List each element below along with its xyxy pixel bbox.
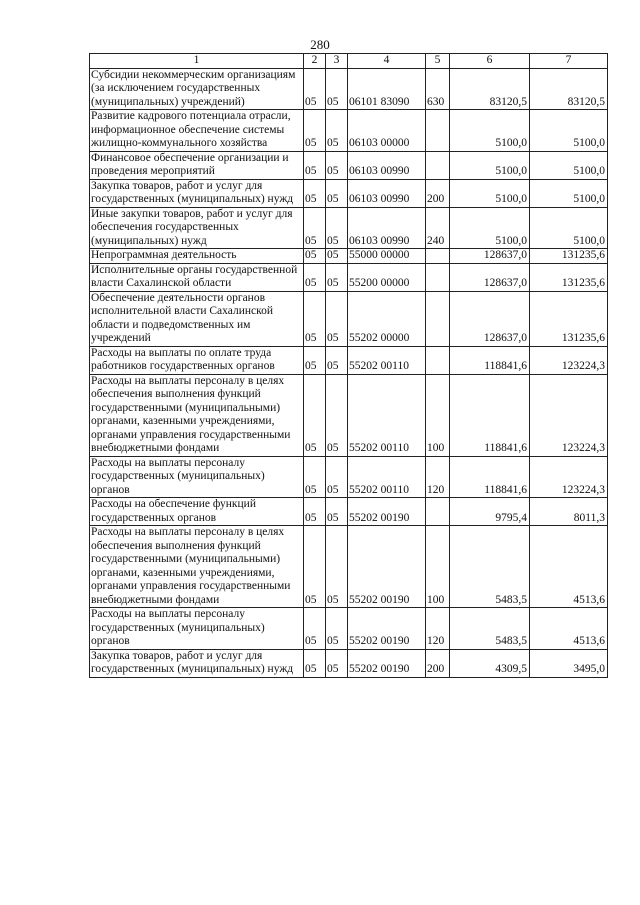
budget-table-body — [90, 54, 608, 678]
section-code-cell: 05 — [304, 291, 326, 346]
table-row — [90, 374, 608, 456]
amount-year1-cell: 5100,0 — [450, 110, 530, 152]
expense-type-cell: 200 — [426, 649, 450, 677]
item-name-cell: Развитие кадрового потенциала отрасли, информационное обеспечение системы жилищно-коммунального хозяйства — [90, 110, 304, 152]
column-header-7: 7 — [530, 54, 608, 69]
item-name-cell: Финансовое обеспечение организации и проведения мероприятий — [90, 151, 304, 179]
table-row — [90, 346, 608, 374]
target-article-cell: 06103 00990 — [348, 207, 426, 249]
table-row — [90, 456, 608, 498]
section-code-cell: 05 — [304, 179, 326, 207]
amount-year2-cell: 123224,3 — [530, 346, 608, 374]
target-article-cell: 06103 00990 — [348, 151, 426, 179]
subsection-code-cell: 05 — [326, 207, 348, 249]
table-row — [90, 179, 608, 207]
target-article-cell: 55200 00000 — [348, 263, 426, 291]
table-row — [90, 68, 608, 110]
section-code-cell: 05 — [304, 374, 326, 456]
subsection-code-cell: 05 — [326, 608, 348, 650]
section-code-cell: 05 — [304, 649, 326, 677]
target-article-cell: 55202 00110 — [348, 456, 426, 498]
amount-year2-cell: 5100,0 — [530, 207, 608, 249]
expense-type-cell: 120 — [426, 456, 450, 498]
amount-year2-cell: 4513,6 — [530, 526, 608, 608]
subsection-code-cell: 05 — [326, 263, 348, 291]
target-article-cell: 55000 00000 — [348, 249, 426, 264]
subsection-code-cell: 05 — [326, 456, 348, 498]
amount-year2-cell: 5100,0 — [530, 151, 608, 179]
subsection-code-cell: 05 — [326, 291, 348, 346]
subsection-code-cell: 05 — [326, 110, 348, 152]
column-number-header — [90, 54, 608, 69]
column-header-5: 5 — [426, 54, 450, 69]
target-article-cell: 55202 00190 — [348, 526, 426, 608]
amount-year1-cell: 5483,5 — [450, 608, 530, 650]
amount-year2-cell: 131235,6 — [530, 263, 608, 291]
item-name-cell: Непрограммная деятельность — [90, 249, 304, 264]
table-row — [90, 608, 608, 650]
subsection-code-cell: 05 — [326, 526, 348, 608]
subsection-code-cell: 05 — [326, 649, 348, 677]
item-name-cell: Расходы на обеспечение функций государственных органов — [90, 498, 304, 526]
table-row — [90, 151, 608, 179]
table-row — [90, 526, 608, 608]
section-code-cell: 05 — [304, 151, 326, 179]
target-article-cell: 06103 00000 — [348, 110, 426, 152]
table-row — [90, 249, 608, 264]
amount-year1-cell: 9795,4 — [450, 498, 530, 526]
expense-type-cell — [426, 346, 450, 374]
table-row — [90, 498, 608, 526]
amount-year1-cell: 5100,0 — [450, 207, 530, 249]
expense-type-cell — [426, 291, 450, 346]
section-code-cell: 05 — [304, 456, 326, 498]
section-code-cell: 05 — [304, 346, 326, 374]
amount-year2-cell: 123224,3 — [530, 456, 608, 498]
amount-year2-cell: 131235,6 — [530, 249, 608, 264]
target-article-cell: 55202 00190 — [348, 649, 426, 677]
column-header-2: 2 — [304, 54, 326, 69]
page-number: 280 — [310, 37, 330, 52]
item-name-cell: Расходы на выплаты персоналу в целях обеспечения выполнения функций государственными (муниципальными) органами, казенными учреждениями, органами управления государственными внебюджетными фондами — [90, 374, 304, 456]
expense-type-cell — [426, 249, 450, 264]
expense-type-cell: 100 — [426, 374, 450, 456]
amount-year1-cell: 83120,5 — [450, 68, 530, 110]
expense-type-cell: 630 — [426, 68, 450, 110]
subsection-code-cell: 05 — [326, 179, 348, 207]
column-header-4: 4 — [348, 54, 426, 69]
amount-year2-cell: 3495,0 — [530, 649, 608, 677]
subsection-code-cell: 05 — [326, 68, 348, 110]
amount-year2-cell: 123224,3 — [530, 374, 608, 456]
item-name-cell: Закупка товаров, работ и услуг для государственных (муниципальных) нужд — [90, 179, 304, 207]
expense-type-cell: 100 — [426, 526, 450, 608]
subsection-code-cell: 05 — [326, 346, 348, 374]
amount-year2-cell: 5100,0 — [530, 110, 608, 152]
target-article-cell: 06101 83090 — [348, 68, 426, 110]
target-article-cell: 55202 00110 — [348, 346, 426, 374]
amount-year1-cell: 118841,6 — [450, 374, 530, 456]
section-code-cell: 05 — [304, 68, 326, 110]
table-row — [90, 263, 608, 291]
amount-year1-cell: 128637,0 — [450, 249, 530, 264]
item-name-cell: Расходы на выплаты персоналу государственных (муниципальных) органов — [90, 608, 304, 650]
target-article-cell: 55202 00190 — [348, 498, 426, 526]
target-article-cell: 55202 00110 — [348, 374, 426, 456]
amount-year2-cell: 5100,0 — [530, 179, 608, 207]
target-article-cell: 55202 00190 — [348, 608, 426, 650]
amount-year2-cell: 83120,5 — [530, 68, 608, 110]
column-header-1: 1 — [90, 54, 304, 69]
amount-year1-cell: 128637,0 — [450, 291, 530, 346]
expense-type-cell: 120 — [426, 608, 450, 650]
item-name-cell: Иные закупки товаров, работ и услуг для обеспечения государственных (муниципальных) нужд — [90, 207, 304, 249]
item-name-cell: Субсидии некоммерческим организациям (за исключением государственных (муниципальных) учреждений) — [90, 68, 304, 110]
amount-year2-cell: 4513,6 — [530, 608, 608, 650]
expense-type-cell — [426, 498, 450, 526]
amount-year2-cell: 8011,3 — [530, 498, 608, 526]
subsection-code-cell: 05 — [326, 498, 348, 526]
subsection-code-cell: 05 — [326, 249, 348, 264]
target-article-cell: 06103 00990 — [348, 179, 426, 207]
expense-type-cell: 200 — [426, 179, 450, 207]
amount-year1-cell: 5483,5 — [450, 526, 530, 608]
section-code-cell: 05 — [304, 263, 326, 291]
amount-year2-cell: 131235,6 — [530, 291, 608, 346]
item-name-cell: Расходы на выплаты персоналу государственных (муниципальных) органов — [90, 456, 304, 498]
item-name-cell: Исполнительные органы государственной власти Сахалинской области — [90, 263, 304, 291]
expense-type-cell: 240 — [426, 207, 450, 249]
amount-year1-cell: 118841,6 — [450, 456, 530, 498]
expense-type-cell — [426, 151, 450, 179]
item-name-cell: Расходы на выплаты персоналу в целях обеспечения выполнения функций государственными (муниципальными) органами, казенными учреждениями, органами управления государственными внебюджетными фондами — [90, 526, 304, 608]
amount-year1-cell: 128637,0 — [450, 263, 530, 291]
item-name-cell: Расходы на выплаты по оплате труда работников государственных органов — [90, 346, 304, 374]
section-code-cell: 05 — [304, 249, 326, 264]
table-row — [90, 207, 608, 249]
section-code-cell: 05 — [304, 608, 326, 650]
expense-type-cell — [426, 263, 450, 291]
section-code-cell: 05 — [304, 207, 326, 249]
section-code-cell: 05 — [304, 110, 326, 152]
expense-type-cell — [426, 110, 450, 152]
column-header-3: 3 — [326, 54, 348, 69]
table-row — [90, 291, 608, 346]
section-code-cell: 05 — [304, 498, 326, 526]
target-article-cell: 55202 00000 — [348, 291, 426, 346]
section-code-cell: 05 — [304, 526, 326, 608]
subsection-code-cell: 05 — [326, 374, 348, 456]
item-name-cell: Закупка товаров, работ и услуг для государственных (муниципальных) нужд — [90, 649, 304, 677]
amount-year1-cell: 118841,6 — [450, 346, 530, 374]
column-header-6: 6 — [450, 54, 530, 69]
amount-year1-cell: 5100,0 — [450, 151, 530, 179]
table-row — [90, 649, 608, 677]
budget-table — [89, 53, 608, 678]
item-name-cell: Обеспечение деятельности органов исполнительной власти Сахалинской области и подведомственных им учреждений — [90, 291, 304, 346]
table-row — [90, 110, 608, 152]
subsection-code-cell: 05 — [326, 151, 348, 179]
amount-year1-cell: 5100,0 — [450, 179, 530, 207]
amount-year1-cell: 4309,5 — [450, 649, 530, 677]
